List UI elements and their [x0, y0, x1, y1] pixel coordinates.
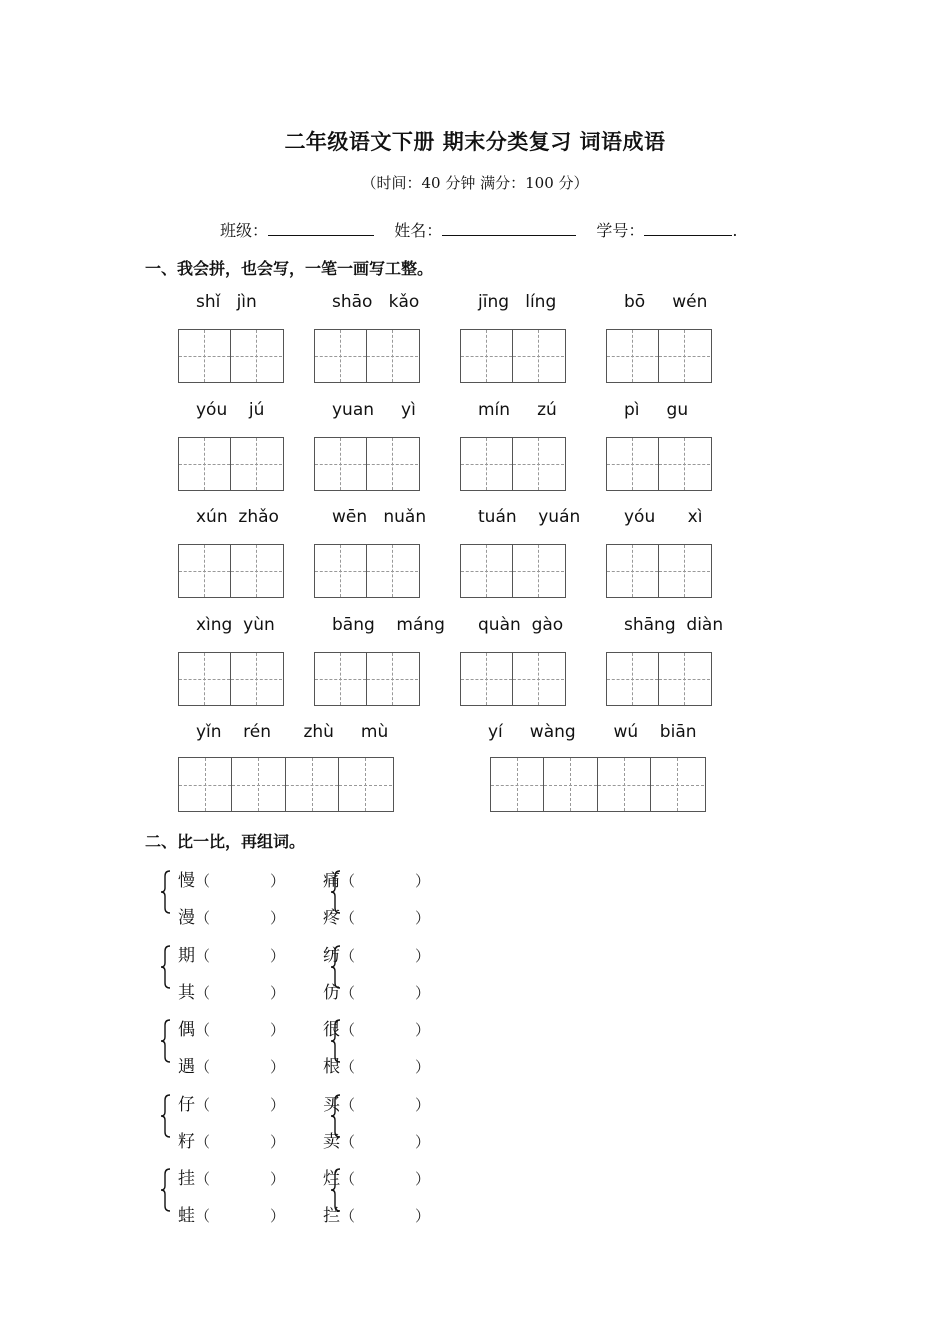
writing-cell[interactable]	[461, 330, 513, 382]
writing-cell[interactable]	[232, 758, 285, 811]
character: 慢	[178, 871, 195, 891]
pinyin-label: bāng máng	[332, 615, 445, 635]
close-paren: ）	[415, 909, 431, 927]
writing-grid[interactable]	[314, 329, 420, 383]
name-label: 姓名：	[394, 221, 443, 240]
character: 偶	[178, 1020, 195, 1040]
writing-cell[interactable]	[231, 545, 283, 597]
guide-line	[607, 464, 658, 465]
character: 疼	[323, 908, 340, 928]
guide-line	[179, 785, 231, 786]
writing-cell[interactable]	[179, 545, 231, 597]
open-paren: （	[340, 1058, 356, 1076]
open-paren: （	[195, 947, 211, 965]
compare-word-item	[178, 941, 285, 966]
writing-grid[interactable]	[460, 329, 566, 383]
open-paren: （	[340, 1096, 356, 1114]
guide-line	[659, 356, 711, 357]
writing-cell[interactable]	[367, 653, 419, 705]
student-info-line	[220, 218, 738, 241]
guide-line	[491, 785, 543, 786]
writing-cell[interactable]	[367, 438, 419, 490]
character: 籽	[178, 1132, 195, 1152]
close-paren: ）	[415, 947, 431, 965]
id-label: 学号：	[596, 221, 645, 240]
compare-word-item	[178, 1127, 285, 1152]
pinyin-label: tuán yuán	[478, 507, 581, 527]
writing-grid[interactable]	[178, 544, 284, 598]
idiom-pinyin-label: yí wàng wú biān	[488, 722, 697, 742]
writing-grid[interactable]	[314, 652, 420, 706]
writing-grid[interactable]	[314, 544, 420, 598]
character: 蛙	[178, 1206, 195, 1226]
character: 根	[323, 1057, 340, 1077]
writing-cell[interactable]	[179, 758, 232, 811]
guide-line	[659, 679, 711, 680]
writing-cell[interactable]	[513, 653, 565, 705]
compare-word-item	[323, 1015, 430, 1040]
pinyin-label: xún zhǎo	[196, 507, 279, 527]
writing-cell[interactable]	[659, 330, 711, 382]
character: 拦	[323, 1206, 340, 1226]
guide-line	[315, 679, 366, 680]
close-paren: ）	[270, 872, 286, 890]
character: 仔	[178, 1095, 195, 1115]
open-paren: （	[340, 872, 356, 890]
writing-grid[interactable]	[178, 652, 284, 706]
guide-line	[544, 785, 596, 786]
writing-cell[interactable]	[179, 330, 231, 382]
open-paren: （	[195, 1170, 211, 1188]
writing-cell[interactable]	[598, 758, 651, 811]
pinyin-label: yóu xì	[624, 507, 703, 527]
guide-line	[513, 464, 565, 465]
close-paren: ）	[270, 1207, 286, 1225]
idiom-pinyin-label: yǐn rén zhù mù	[196, 722, 389, 742]
brace-icon	[160, 1168, 172, 1212]
guide-line	[179, 571, 230, 572]
idiom-writing-grid[interactable]	[490, 757, 706, 812]
compare-word-item	[178, 978, 285, 1003]
guide-line	[179, 464, 230, 465]
close-paren: ）	[270, 1096, 286, 1114]
end-mark: .	[732, 221, 738, 240]
writing-cell[interactable]	[315, 330, 367, 382]
writing-cell[interactable]	[461, 653, 513, 705]
writing-grid[interactable]	[606, 329, 712, 383]
writing-cell[interactable]	[367, 330, 419, 382]
brace-icon	[160, 1094, 172, 1138]
idiom-writing-grid[interactable]	[178, 757, 394, 812]
writing-cell[interactable]	[513, 438, 565, 490]
writing-cell[interactable]	[286, 758, 339, 811]
writing-cell[interactable]	[179, 438, 231, 490]
writing-grid[interactable]	[606, 652, 712, 706]
section-2-heading: 二、比一比，再组词。	[145, 832, 306, 851]
close-paren: ）	[270, 947, 286, 965]
writing-grid[interactable]	[178, 329, 284, 383]
character: 仿	[323, 983, 340, 1003]
writing-cell[interactable]	[651, 758, 704, 811]
compare-word-item	[178, 1201, 285, 1226]
compare-word-item	[323, 1164, 430, 1189]
name-blank[interactable]	[442, 219, 576, 236]
open-paren: （	[195, 1058, 211, 1076]
guide-line	[513, 679, 565, 680]
guide-line	[461, 464, 512, 465]
open-paren: （	[340, 984, 356, 1002]
pinyin-label: mín zú	[478, 400, 557, 420]
close-paren: ）	[415, 984, 431, 1002]
writing-cell[interactable]	[315, 545, 367, 597]
writing-cell[interactable]	[315, 438, 367, 490]
guide-line	[315, 356, 366, 357]
writing-cell[interactable]	[315, 653, 367, 705]
writing-cell[interactable]	[491, 758, 544, 811]
compare-word-item	[178, 1052, 285, 1077]
pinyin-label: shāo kǎo	[332, 292, 420, 312]
compare-word-item	[178, 903, 285, 928]
writing-grid[interactable]	[460, 544, 566, 598]
guide-line	[367, 679, 419, 680]
writing-grid[interactable]	[178, 437, 284, 491]
writing-cell[interactable]	[461, 438, 513, 490]
guide-line	[339, 785, 392, 786]
guide-line	[598, 785, 650, 786]
writing-cell[interactable]	[607, 545, 659, 597]
writing-cell[interactable]	[607, 653, 659, 705]
close-paren: ）	[270, 909, 286, 927]
open-paren: （	[195, 1021, 211, 1039]
guide-line	[315, 571, 366, 572]
close-paren: ）	[415, 1133, 431, 1151]
character: 很	[323, 1020, 340, 1040]
guide-line	[513, 356, 565, 357]
guide-line	[179, 356, 230, 357]
writing-grid[interactable]	[460, 437, 566, 491]
close-paren: ）	[415, 1058, 431, 1076]
guide-line	[315, 464, 366, 465]
open-paren: （	[340, 1133, 356, 1151]
compare-word-item	[323, 1052, 430, 1077]
guide-line	[607, 356, 658, 357]
compare-word-item	[178, 1090, 285, 1115]
compare-word-item	[323, 1090, 430, 1115]
writing-cell[interactable]	[367, 545, 419, 597]
pinyin-label: yuan yì	[332, 400, 416, 420]
pinyin-label: jīng líng	[478, 292, 557, 312]
guide-line	[461, 571, 512, 572]
open-paren: （	[195, 1207, 211, 1225]
guide-line	[286, 785, 338, 786]
class-blank[interactable]	[268, 219, 374, 236]
character: 买	[323, 1095, 340, 1115]
character: 漫	[178, 908, 195, 928]
open-paren: （	[195, 1133, 211, 1151]
compare-word-item	[323, 941, 430, 966]
close-paren: ）	[415, 1170, 431, 1188]
pinyin-label: yóu jú	[196, 400, 265, 420]
open-paren: （	[340, 947, 356, 965]
section-1-heading: 一、我会拼，也会写，一笔一画写工整。	[145, 259, 434, 278]
writing-cell[interactable]	[461, 545, 513, 597]
guide-line	[231, 679, 283, 680]
pinyin-label: bō wén	[624, 292, 708, 312]
guide-line	[659, 464, 711, 465]
close-paren: ）	[415, 1021, 431, 1039]
brace-icon	[160, 945, 172, 989]
guide-line	[231, 464, 283, 465]
guide-line	[659, 571, 711, 572]
writing-cell[interactable]	[231, 330, 283, 382]
pinyin-label: quàn gào	[478, 615, 564, 635]
writing-grid[interactable]	[314, 437, 420, 491]
class-label: 班级：	[220, 221, 269, 240]
writing-cell[interactable]	[339, 758, 392, 811]
brace-icon	[160, 1019, 172, 1063]
writing-grid[interactable]	[606, 544, 712, 598]
guide-line	[513, 571, 565, 572]
writing-grid[interactable]	[460, 652, 566, 706]
open-paren: （	[195, 909, 211, 927]
guide-line	[179, 679, 230, 680]
pinyin-label: pì gu	[624, 400, 689, 420]
guide-line	[651, 785, 704, 786]
compare-word-item	[323, 903, 430, 928]
character: 期	[178, 946, 195, 966]
character: 遇	[178, 1057, 195, 1077]
guide-line	[231, 571, 283, 572]
close-paren: ）	[415, 872, 431, 890]
close-paren: ）	[270, 1170, 286, 1188]
brace-icon	[160, 870, 172, 914]
close-paren: ）	[270, 984, 286, 1002]
page-title: 二年级语文下册 期末分类复习 词语成语	[284, 130, 666, 154]
open-paren: （	[195, 984, 211, 1002]
writing-cell[interactable]	[544, 758, 597, 811]
compare-word-item	[323, 1201, 430, 1226]
writing-cell[interactable]	[179, 653, 231, 705]
character: 纺	[323, 946, 340, 966]
guide-line	[367, 464, 419, 465]
guide-line	[367, 571, 419, 572]
guide-line	[461, 679, 512, 680]
writing-grid[interactable]	[606, 437, 712, 491]
character: 挂	[178, 1169, 195, 1189]
writing-cell[interactable]	[607, 438, 659, 490]
writing-cell[interactable]	[659, 653, 711, 705]
open-paren: （	[195, 1096, 211, 1114]
writing-cell[interactable]	[659, 545, 711, 597]
compare-word-item	[178, 1164, 285, 1189]
open-paren: （	[340, 909, 356, 927]
guide-line	[231, 356, 283, 357]
writing-cell[interactable]	[607, 330, 659, 382]
compare-word-item	[178, 1015, 285, 1040]
pinyin-label: shāng diàn	[624, 615, 724, 635]
character: 烂	[323, 1169, 340, 1189]
close-paren: ）	[270, 1058, 286, 1076]
writing-cell[interactable]	[513, 545, 565, 597]
id-blank[interactable]	[644, 219, 732, 236]
exam-info: （时间：40 分钟 满分：100 分）	[361, 174, 589, 192]
character: 其	[178, 983, 195, 1003]
pinyin-label: wēn nuǎn	[332, 507, 427, 527]
open-paren: （	[195, 872, 211, 890]
open-paren: （	[340, 1207, 356, 1225]
guide-line	[232, 785, 284, 786]
close-paren: ）	[415, 1207, 431, 1225]
compare-word-item	[323, 866, 430, 891]
writing-cell[interactable]	[231, 653, 283, 705]
guide-line	[461, 356, 512, 357]
open-paren: （	[340, 1170, 356, 1188]
compare-word-item	[178, 866, 285, 891]
character: 痛	[323, 871, 340, 891]
writing-cell[interactable]	[513, 330, 565, 382]
close-paren: ）	[270, 1021, 286, 1039]
open-paren: （	[340, 1021, 356, 1039]
writing-cell[interactable]	[231, 438, 283, 490]
pinyin-label: xìng yùn	[196, 615, 275, 635]
guide-line	[367, 356, 419, 357]
guide-line	[607, 679, 658, 680]
guide-line	[607, 571, 658, 572]
compare-word-item	[323, 978, 430, 1003]
pinyin-label: shǐ jìn	[196, 292, 257, 312]
writing-cell[interactable]	[659, 438, 711, 490]
close-paren: ）	[270, 1133, 286, 1151]
character: 卖	[323, 1132, 340, 1152]
compare-word-item	[323, 1127, 430, 1152]
close-paren: ）	[415, 1096, 431, 1114]
